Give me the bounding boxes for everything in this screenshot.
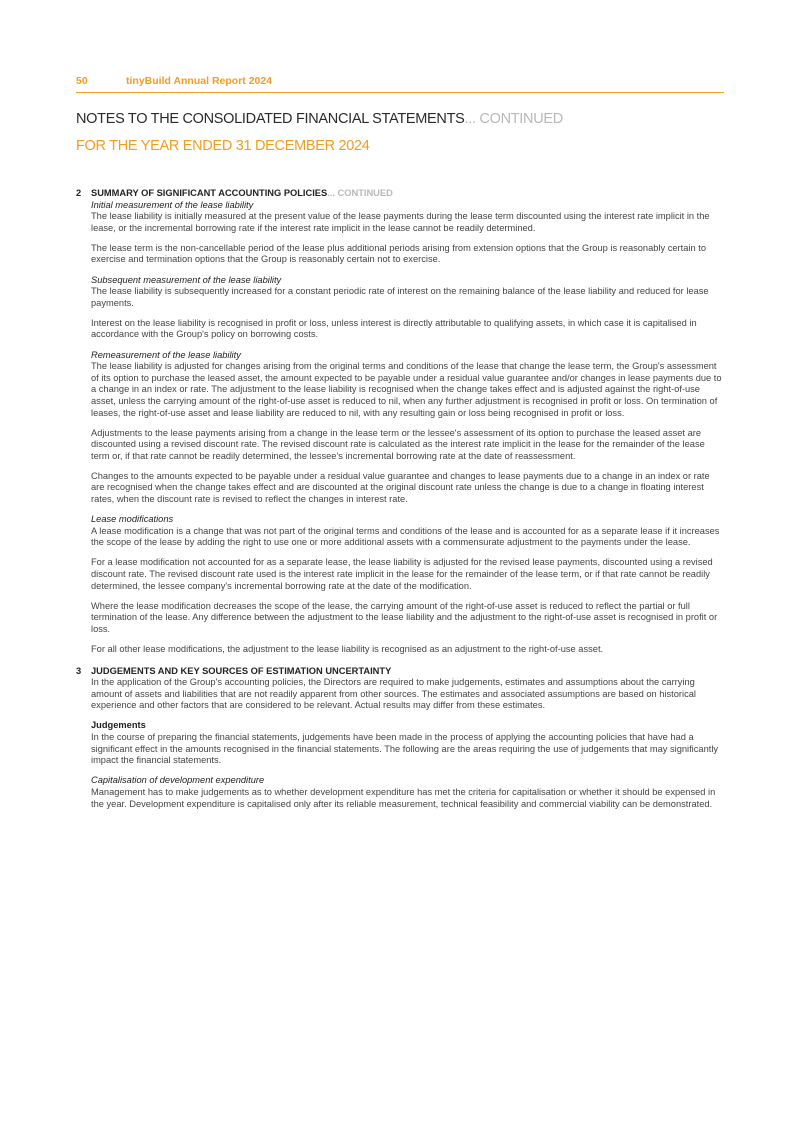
page-number: 50 (76, 75, 88, 87)
section-title: JUDGEMENTS AND KEY SOURCES OF ESTIMATION UNCERTAINTY (91, 665, 392, 676)
subheading-subsequent-measurement: Subsequent measurement of the lease liability (91, 274, 282, 285)
section-title (91, 188, 724, 200)
section-number: 3 (76, 665, 82, 676)
paragraph: For all other lease modifications, the adjustment to the lease liability is recognised as an adjustment to the right-of-use asset. (91, 644, 604, 654)
paragraph: Changes to the amounts expected to be payable under a residual value guarantee and changes to lease payments due to a change in an index or rate are recognised when the change takes effect and are discounted at the original discount rate unless the change is due to a change in floating interest rates, when the discount rate is revised to reflect the changes in interest rate. (91, 470, 710, 505)
paragraph: The lease liability is adjusted for changes arising from the original terms and conditions of the lease that change the lease term, the Group's assessment of its option to purchase the leased asset, the amount expected to be payable under a residual value guarantee and/or changes in lease payments due to a change in an index or rate. The adjustment to the lease liability is recognised when the change takes effect and is adjusted against the right-of-use asset, unless the carrying amount of the right-of-use asset is reduced to nil, when any further adjustment is recognised in profit or loss. On termination of leases, the right-of-use asset and lease liability are reduced to nil, with any resulting gain or loss being recognised in profit or loss. (91, 361, 722, 418)
section-title-text: SUMMARY OF SIGNIFICANT ACCOUNTING POLICIES (91, 188, 328, 198)
page-subtitle: FOR THE YEAR ENDED 31 DECEMBER 2024 (76, 138, 370, 154)
paragraph: The lease term is the non-cancellable period of the lease plus additional periods arising from extension options that the Group is reasonably certain to exercise and termination options that the Group is reasonably certain not to exercise. (91, 242, 706, 265)
section-3 (76, 666, 724, 811)
subheading-remeasurement: Remeasurement of the lease liability (91, 349, 241, 360)
page-title-main: NOTES TO THE CONSOLIDATED FINANCIAL STATEMENTS (76, 111, 465, 127)
section-number: 2 (76, 188, 82, 198)
report-title: tinyBuild Annual Report 2024 (126, 75, 273, 87)
section-2 (76, 188, 724, 656)
paragraph: In the application of the Group's accounting policies, the Directors are required to make judgements, estimates and assumptions about the carrying amount of assets and liabilities that are not readily apparent from other sources. The estimates and associated assumptions are based on historical experience and other factors that are considered to be relevant. Actual results may differ from these estimates. (91, 677, 696, 711)
subheading-initial-measurement: Initial measurement of the lease liability (91, 199, 254, 210)
page-title (76, 111, 563, 127)
paragraph: A lease modification is a change that was not part of the original terms and conditions of the lease and is accounted for as a separate lease if it increases the scope of the lease by adding the right to use one or more additional assets with a commensurate adjustment to the payments under the lease. (91, 525, 720, 548)
paragraph: For a lease modification not accounted for as a separate lease, the lease liability is adjusted for the revised lease payments, discounted using a revised discount rate. The revised discount rate used is the interest rate implicit in the lease for the remainder of the lease term, or if that rate cannot be readily determined, the lessee company's incremental borrowing rate at the date of the modification. (91, 557, 713, 591)
subheading-lease-modifications: Lease modifications (91, 514, 174, 525)
paragraph: The lease liability is initially measured at the present value of the lease payments during the lease term discounted using the interest rate implicit in the lease, or the incremental borrowing rate if the interest rate implicit in the lease cannot be readily determined. (91, 211, 710, 233)
subheading-judgements: Judgements (91, 720, 146, 731)
subheading-capitalisation: Capitalisation of development expenditure (91, 775, 265, 786)
page-header (76, 74, 724, 93)
paragraph: The lease liability is subsequently increased for a constant periodic rate of interest on the remaining balance of the lease liability and reduced for lease payments. (91, 286, 709, 308)
paragraph: In the course of preparing the financial statements, judgements have been made in the process of applying the accounting policies that have had a significant effect in the amounts recognised in the financial statements. The following are the areas requiring the use of judgements that may significantly impact the financial statements. (91, 732, 719, 766)
paragraph: Interest on the lease liability is recognised in profit or loss, unless interest is directly attributable to qualifying assets, in which case it is capitalised in accordance with the Group's policy on borrowing costs. (91, 317, 697, 340)
paragraph: Adjustments to the lease payments arising from a change in the lease term or the lessee's assessment of its option to purchase the leased asset are discounted using a revised discount rate. The revised discount rate is calculated as the interest rate implicit in the lease for the remainder of the lease term or, if that rate cannot be readily determined, the lessee's incremental borrowing rate at the date of reassessment. (91, 427, 705, 461)
page-title-continued: ... CONTINUED (464, 111, 563, 127)
document-body (76, 188, 724, 810)
section-title-continued: ... CONTINUED (327, 188, 393, 198)
paragraph: Where the lease modification decreases the scope of the lease, the carrying amount of the right-of-use asset is reduced to reflect the partial or full termination of the lease. Any difference between the adjustment to the lease liability and the adjustment to the right-of-use asset is recognised in profit or loss. (91, 600, 718, 634)
paragraph: Management has to make judgements as to whether development expenditure has met the criteria for capitalisation or whether it should be expensed in the year. Development expenditure is capitalised only after its reliable measurement, technical feasibility and commercial viability can be demonstrated. (91, 786, 716, 809)
